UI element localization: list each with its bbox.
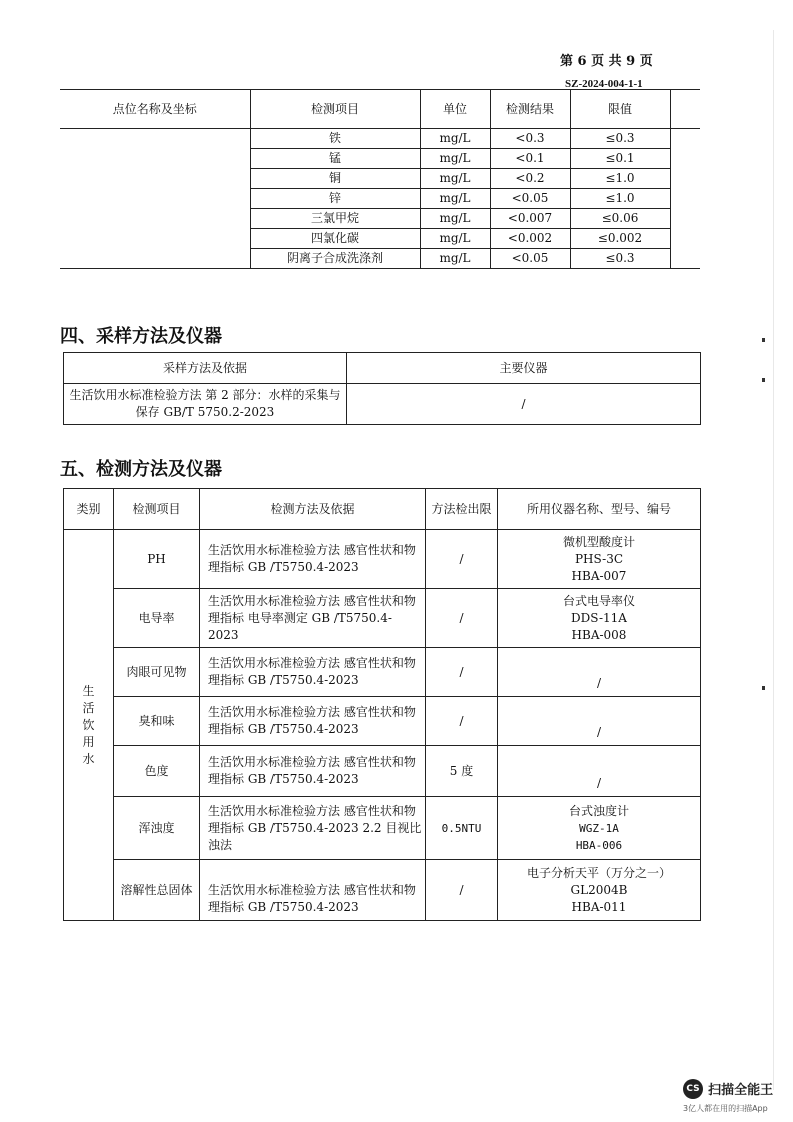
method-cell: 生活饮用水标准检验方法 感官性状和物理指标 GB /T5750.4-2023: [200, 697, 426, 746]
sampling-method-cell: 生活饮用水标准检验方法 第 2 部分：水样的采集与保存 GB/T 5750.2-2023: [64, 384, 347, 425]
instrument-id: HBA-006: [575, 838, 623, 852]
table-row: [64, 589, 701, 648]
scan-edge-line: [773, 30, 774, 1090]
item-cell: 浑浊度: [114, 797, 200, 860]
method-cell: 生活饮用水标准检验方法 感官性状和物理指标 GB /T5750.4-2023 2.2 目视比浊法: [200, 797, 426, 860]
item-cell: 阴离子合成洗涤剂: [250, 249, 420, 269]
limit-cell: /: [426, 860, 498, 921]
unit-cell: mg/L: [420, 169, 490, 189]
limit-cell: /: [426, 697, 498, 746]
method-cell: 生活饮用水标准检验方法 感官性状和物理指标 GB /T5750.4-2023: [200, 860, 426, 921]
instrument-id: HBA-008: [571, 627, 627, 642]
unit-cell: mg/L: [420, 129, 490, 149]
limit-cell: ≤0.1: [570, 149, 670, 169]
result-cell: <0.05: [490, 249, 570, 269]
table-row: [64, 797, 701, 860]
sampling-header-row: [64, 353, 701, 384]
limit-cell: /: [426, 648, 498, 697]
sampling-table: [63, 352, 701, 425]
instrument-cell: [498, 530, 701, 589]
table-row: [60, 129, 700, 149]
methods-table: [63, 488, 701, 921]
item-cell: PH: [114, 530, 200, 589]
table-row: [64, 697, 701, 746]
table-row: [64, 860, 701, 921]
scan-mark: [762, 686, 765, 690]
method-cell: 生活饮用水标准检验方法 感官性状和物理指标 GB /T5750.4-2023: [200, 648, 426, 697]
limit-cell: ≤0.3: [570, 129, 670, 149]
report-code: SZ-2024-004-1-1: [565, 78, 643, 90]
watermark-tagline: 3亿人都在用的扫描App: [683, 1104, 768, 1113]
scanner-watermark: [683, 1078, 773, 1099]
limit-cell: ≤0.002: [570, 229, 670, 249]
table-row: [64, 384, 701, 425]
col-header-main-instrument: 主要仪器: [347, 353, 701, 384]
instrument-id: HBA-011: [571, 899, 627, 914]
table-row: [64, 530, 701, 589]
instrument-name: 台式电导率仪: [562, 593, 635, 608]
item-cell: 肉眼可见物: [114, 648, 200, 697]
method-cell: 生活饮用水标准检验方法 感官性状和物理指标 GB /T5750.4-2023: [200, 530, 426, 589]
limit-cell: 5 度: [426, 746, 498, 797]
col-header-instrument: 所用仪器名称、型号、编号: [498, 489, 701, 530]
watermark-name: 扫描全能王: [708, 1083, 774, 1098]
instrument-cell: [498, 797, 701, 860]
col-header-unit: 单位: [420, 90, 490, 129]
item-cell: 铜: [250, 169, 420, 189]
col-header-item: 检测项目: [114, 489, 200, 530]
limit-cell: /: [426, 530, 498, 589]
table-row: [64, 648, 701, 697]
instrument-model: DDS-11A: [571, 610, 627, 625]
section-title-methods: 五、检测方法及仪器: [60, 459, 222, 480]
sampling-instrument-cell: /: [347, 384, 701, 425]
scan-mark: [762, 338, 765, 342]
item-cell: 三氯甲烷: [250, 209, 420, 229]
scan-mark: [762, 378, 765, 382]
item-cell: 臭和味: [114, 697, 200, 746]
item-cell: 四氯化碳: [250, 229, 420, 249]
instrument-cell: [498, 589, 701, 648]
limit-cell: ≤1.0: [570, 169, 670, 189]
limit-cell: 0.5NTU: [426, 797, 498, 860]
item-cell: 色度: [114, 746, 200, 797]
unit-cell: mg/L: [420, 229, 490, 249]
unit-cell: mg/L: [420, 209, 490, 229]
item-cell: 锰: [250, 149, 420, 169]
instrument-cell: [498, 860, 701, 921]
instrument-model: PHS-3C: [574, 551, 624, 566]
extra-column: [670, 90, 700, 129]
instrument-name: 电子分析天平（万分之一）: [526, 865, 671, 880]
result-cell: <0.2: [490, 169, 570, 189]
col-header-location: 点位名称及坐标: [60, 90, 250, 129]
instrument-model: WGZ-1A: [579, 821, 619, 835]
result-cell: <0.002: [490, 229, 570, 249]
instrument-model: GL2004B: [570, 882, 628, 897]
instrument-name: 台式浊度计: [568, 803, 629, 818]
result-cell: <0.007: [490, 209, 570, 229]
col-header-result: 检测结果: [490, 90, 570, 129]
item-cell: 铁: [250, 129, 420, 149]
instrument-cell: /: [498, 697, 701, 746]
results-header-row: [60, 90, 700, 129]
method-cell: 生活饮用水标准检验方法 感官性状和物理指标 电导率测定 GB /T5750.4-2023: [200, 589, 426, 648]
instrument-name: 微机型酸度计: [562, 534, 635, 549]
item-cell: 电导率: [114, 589, 200, 648]
col-header-limit: 限值: [570, 90, 670, 129]
instrument-id: HBA-007: [571, 568, 627, 583]
unit-cell: mg/L: [420, 149, 490, 169]
limit-cell: ≤1.0: [570, 189, 670, 209]
camscanner-logo-icon: CS: [683, 1079, 703, 1099]
table-row: [64, 746, 701, 797]
result-cell: <0.3: [490, 129, 570, 149]
location-cell: [60, 129, 250, 269]
method-cell: 生活饮用水标准检验方法 感官性状和物理指标 GB /T5750.4-2023: [200, 746, 426, 797]
item-cell: 锌: [250, 189, 420, 209]
page-number: 第 6 页 共 9 页: [560, 54, 653, 69]
col-header-method: 检测方法及依据: [200, 489, 426, 530]
category-cell: 生活饮用水: [64, 530, 114, 921]
limit-cell: /: [426, 589, 498, 648]
limit-cell: ≤0.3: [570, 249, 670, 269]
section-title-sampling: 四、采样方法及仪器: [60, 326, 222, 347]
result-cell: <0.1: [490, 149, 570, 169]
col-header-sampling-method: 采样方法及依据: [64, 353, 347, 384]
results-table: [60, 89, 700, 269]
col-header-item: 检测项目: [250, 90, 420, 129]
instrument-cell: /: [498, 746, 701, 797]
item-cell: 溶解性总固体: [114, 860, 200, 921]
unit-cell: mg/L: [420, 189, 490, 209]
methods-header-row: [64, 489, 701, 530]
result-cell: <0.05: [490, 189, 570, 209]
extra-cell: [670, 129, 700, 269]
instrument-cell: /: [498, 648, 701, 697]
col-header-detection-limit: 方法检出限: [426, 489, 498, 530]
col-header-category: 类别: [64, 489, 114, 530]
unit-cell: mg/L: [420, 249, 490, 269]
limit-cell: ≤0.06: [570, 209, 670, 229]
